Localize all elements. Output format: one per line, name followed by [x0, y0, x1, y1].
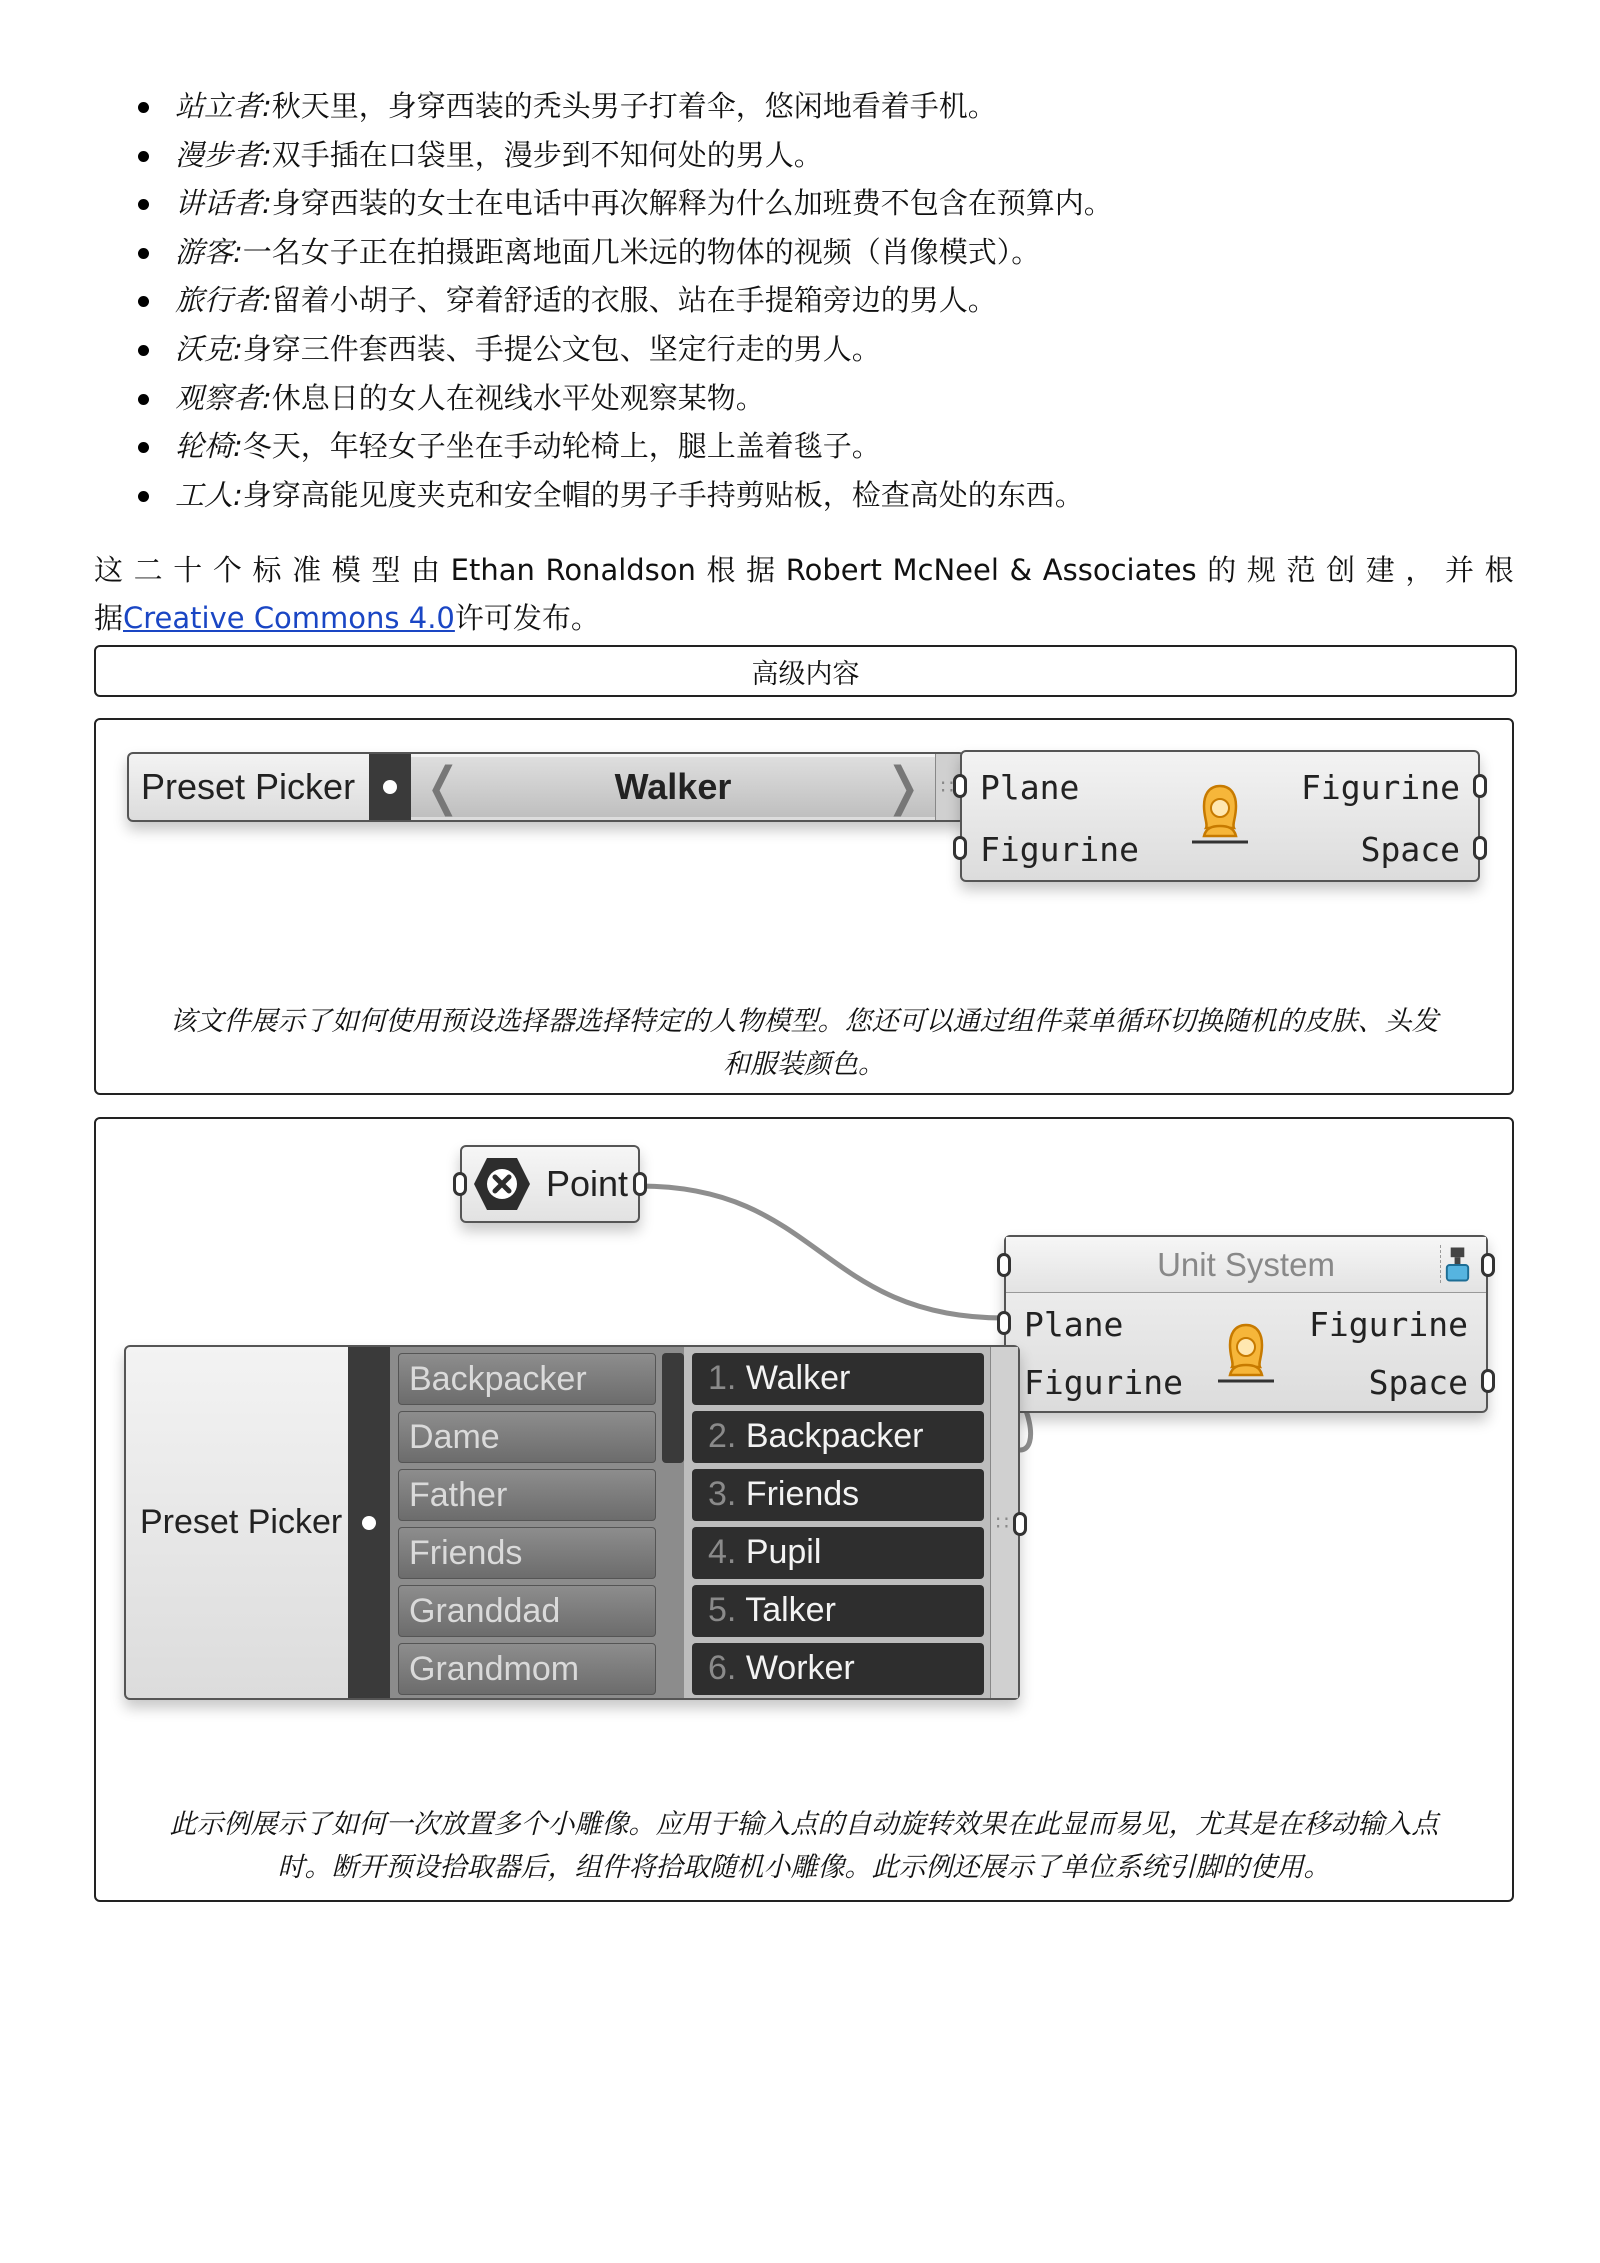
plane-input-label: Plane: [1024, 1304, 1124, 1344]
figurine-output-label: Figurine: [1309, 1304, 1468, 1344]
item-name: Worker: [745, 1649, 855, 1687]
item-number: 3.: [708, 1475, 737, 1513]
dot-icon: [362, 1516, 376, 1530]
list-item-term: 轮椅:: [175, 429, 243, 464]
unit-input-port[interactable]: [997, 1253, 1011, 1277]
item-name: Backpacker: [745, 1417, 924, 1455]
paragraph-word: &: [1009, 553, 1033, 587]
selected-item[interactable]: [692, 1411, 984, 1463]
paragraph-word: 标: [252, 553, 282, 587]
chevron-left-icon[interactable]: ❬: [421, 758, 465, 816]
available-item[interactable]: Dame: [398, 1411, 656, 1463]
list-item-text: 冬天，年轻女子坐在手动轮椅上，腿上盖着毯子。: [242, 429, 881, 464]
list-item-text: 身穿高能见度夹克和安全帽的男子手持剪贴板，检查高处的东西。: [242, 477, 1084, 512]
item-number: 2.: [708, 1417, 737, 1455]
available-presets-list: [390, 1347, 684, 1698]
list-item-text: 一名女子正在拍摄距离地面几米远的物体的视频（肖像模式）。: [242, 234, 1041, 269]
paragraph-word: 准: [292, 553, 322, 587]
output-dot[interactable]: [348, 1347, 390, 1698]
list-item-text: 休息日的女人在视线水平处观察某物。: [271, 380, 765, 415]
scrollbar[interactable]: [662, 1353, 684, 1463]
paragraph-word: Ronaldson: [545, 553, 696, 587]
figurine-icon: [1216, 1319, 1276, 1389]
unit-system-label: Unit System: [1157, 1245, 1335, 1283]
selected-item[interactable]: [692, 1469, 984, 1521]
space-output-port[interactable]: [1481, 1369, 1495, 1393]
paragraph-word: 创: [1326, 553, 1356, 587]
available-item[interactable]: Father: [398, 1469, 656, 1521]
paragraph-text: 据: [94, 601, 124, 635]
list-item-term: 工人:: [175, 477, 243, 512]
picker-output-port[interactable]: [1013, 1512, 1027, 1536]
selected-item[interactable]: [692, 1643, 984, 1695]
item-name: Pupil: [745, 1533, 822, 1571]
paragraph-word: 的: [1207, 553, 1237, 587]
list-item-text: 双手插在口袋里，漫步到不知何处的男人。: [271, 137, 823, 172]
available-item[interactable]: Grandmom: [398, 1643, 656, 1695]
point-input-port[interactable]: [453, 1172, 467, 1196]
item-number: 4.: [708, 1533, 737, 1571]
preset-picker-list-component[interactable]: [124, 1345, 1020, 1700]
point-label: Point: [546, 1163, 629, 1204]
preset-picker-label: Preset Picker: [140, 1503, 343, 1541]
paragraph-word: McNeel: [892, 553, 999, 587]
list-item-term: 讲话者:: [175, 186, 272, 221]
paragraph-word: 并: [1445, 553, 1475, 587]
item-number: 6.: [708, 1649, 737, 1687]
paragraph-word: 根: [706, 553, 736, 587]
selected-item[interactable]: [692, 1585, 984, 1637]
advanced-content-toggle[interactable]: 高级内容: [94, 645, 1517, 697]
list-item-term: 站立者:: [175, 89, 272, 123]
caption-line: 此示例展示了如何一次放置多个小雕像。应用于输入点的自动旋转效果在此显而易见，尤其是在移动输入点: [169, 1809, 1439, 1840]
paragraph-text: 许可发布。: [454, 601, 600, 635]
paragraph-word: 这: [94, 553, 124, 587]
figurine-input-label: Figurine: [980, 829, 1139, 869]
figurine-output-label: Figurine: [1301, 767, 1460, 807]
figurine-component[interactable]: [1004, 1235, 1488, 1413]
list-item-term: 游客:: [175, 234, 243, 269]
item-number: 5.: [708, 1591, 737, 1629]
paragraph-word: 型: [371, 553, 401, 587]
paragraph-word: ，: [1405, 553, 1435, 587]
item-name: Talker: [745, 1591, 836, 1629]
paragraph-word: 据: [746, 553, 776, 587]
paragraph-word: 建: [1365, 553, 1395, 587]
figurine-input-label: Figurine: [1024, 1362, 1183, 1402]
paragraph-word: 由: [411, 553, 441, 587]
paragraph-word: 二: [133, 553, 163, 587]
unit-system-input[interactable]: [1006, 1237, 1486, 1293]
unit-pin-icon: [1440, 1245, 1474, 1283]
list-item-text: 秋天里，身穿西装的秃头男子打着伞，悠闲地看着手机。: [271, 89, 997, 123]
figurine-output-port[interactable]: [1481, 1253, 1495, 1277]
item-name: Walker: [745, 1359, 851, 1397]
list-item-text: 身穿三件套西装、手提公文包、坚定行走的男人。: [242, 331, 881, 366]
paragraph-word: 范: [1286, 553, 1316, 587]
paragraph-word: Associates: [1042, 553, 1197, 587]
list-item-text: 留着小胡子、穿着舒适的衣服、站在手提箱旁边的男人。: [271, 283, 997, 318]
chevron-right-icon[interactable]: ❭: [881, 758, 925, 816]
close-hexagon-icon: [472, 1156, 532, 1212]
space-output-label: Space: [1360, 829, 1460, 869]
point-parameter[interactable]: [460, 1145, 640, 1223]
available-item[interactable]: Granddad: [398, 1585, 656, 1637]
caption-line: 该文件展示了如何使用预设选择器选择特定的人物模型。您还可以通过组件菜单循环切换随机的皮肤、头发: [169, 1006, 1439, 1037]
paragraph-word: Ethan: [450, 553, 535, 587]
list-item-term: 漫步者:: [175, 137, 272, 172]
point-output-port[interactable]: [633, 1172, 647, 1196]
list-item-term: 旅行者:: [175, 283, 272, 318]
item-name: Friends: [745, 1475, 860, 1513]
paragraph-word: 规: [1246, 553, 1276, 587]
paragraph-word: 个: [212, 553, 242, 587]
caption-line: 时。断开预设拾取器后，组件将拾取随机小雕像。此示例还展示了单位系统引脚的使用。: [277, 1852, 1331, 1883]
available-item[interactable]: Backpacker: [398, 1353, 656, 1405]
list-item-text: 身穿西装的女士在电话中再次解释为什么加班费不包含在预算内。: [271, 186, 1113, 221]
point-to-plane-wire: [640, 1186, 1004, 1318]
selected-item[interactable]: [692, 1353, 984, 1405]
selected-item[interactable]: [692, 1527, 984, 1579]
list-item-term: 沃克:: [175, 331, 243, 366]
selected-presets-list: [684, 1347, 994, 1698]
plane-input-port[interactable]: [997, 1311, 1011, 1335]
plane-input-label: Plane: [980, 767, 1080, 807]
caption-line: 和服装颜色。: [723, 1049, 885, 1080]
paragraph-word: 模: [331, 553, 361, 587]
space-output-label: Space: [1368, 1362, 1468, 1402]
item-number: 1.: [708, 1359, 737, 1397]
paragraph-word: 根: [1484, 553, 1514, 587]
paragraph-word: Robert: [785, 553, 882, 587]
selected-preset: Walker: [614, 766, 732, 807]
paragraph-word: 十: [173, 553, 203, 587]
preset-picker-label: Preset Picker: [141, 766, 356, 807]
creative-commons-link[interactable]: Creative Commons 4.0: [123, 601, 455, 635]
list-item-term: 观察者:: [175, 380, 272, 415]
available-item[interactable]: Friends: [398, 1527, 656, 1579]
